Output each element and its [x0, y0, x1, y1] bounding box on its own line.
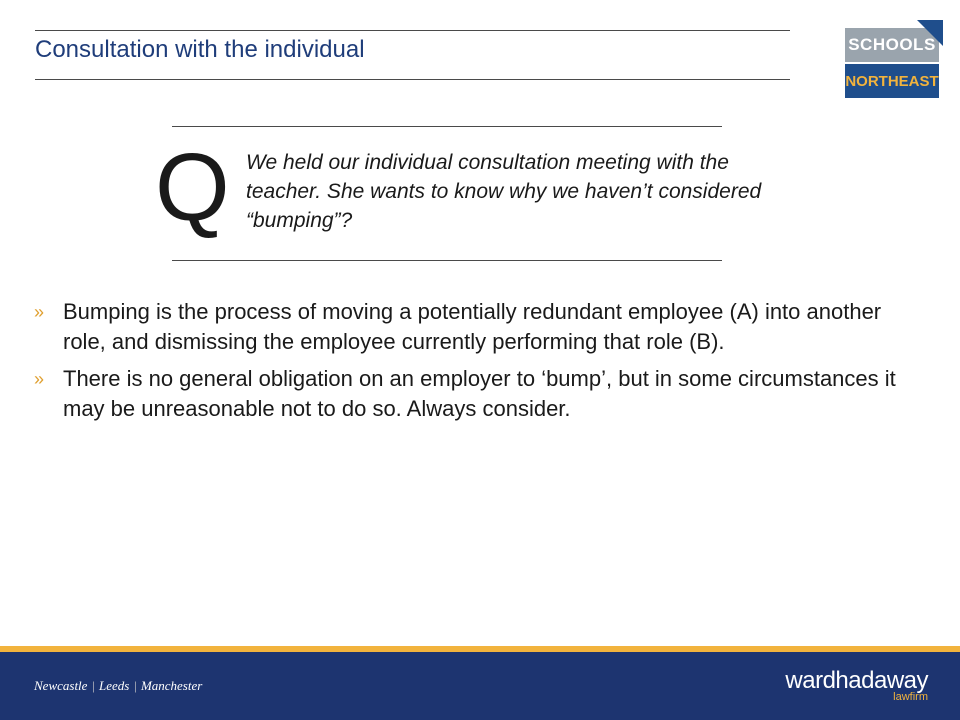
location-separator: |: [133, 678, 137, 693]
logo-top-text: SCHOOLS: [845, 28, 939, 62]
bullet-text: Bumping is the process of moving a potentially redundant employee (A) into another role, and dismissing the employee currently performing that role (B).: [63, 299, 882, 354]
wardhadaway-logo: [785, 668, 928, 703]
header-top-rule: [35, 30, 790, 31]
bullet-marker: »: [34, 369, 45, 389]
bullet-item: [34, 297, 914, 357]
question-letter: Q: [155, 134, 230, 241]
footer: [0, 652, 960, 720]
footer-locations: [34, 678, 202, 694]
slide-title: Consultation with the individual: [35, 36, 365, 63]
schools-northeast-logo: [843, 20, 947, 100]
bullet-text: There is no general obligation on an employer to ‘bump’, but in some circumstances it may be unreasonable not to do so. Always consider.: [63, 366, 896, 421]
logo-corner-shape: [917, 20, 943, 46]
question-top-rule: [172, 126, 722, 127]
location-leeds: Leeds: [99, 678, 130, 693]
bullet-item: [34, 364, 914, 424]
bullet-marker: »: [34, 302, 45, 322]
brand-hadaway: hadaway: [835, 667, 928, 694]
question-text: We held our individual consultation meeting with the teacher. She wants to know why we haven’t considered “bumping”?: [246, 151, 762, 232]
brand-subtitle: lawfirm: [893, 691, 928, 703]
header-bottom-rule: [35, 79, 790, 80]
brand-ward: ward: [785, 667, 836, 694]
location-separator: |: [91, 678, 96, 693]
bullet-list: [34, 297, 914, 431]
location-newcastle: Newcastle: [34, 678, 88, 693]
logo-bottom-text: NORTHEAST: [845, 64, 939, 98]
question-bottom-rule: [172, 260, 722, 261]
location-manchester: Manchester: [140, 678, 203, 693]
